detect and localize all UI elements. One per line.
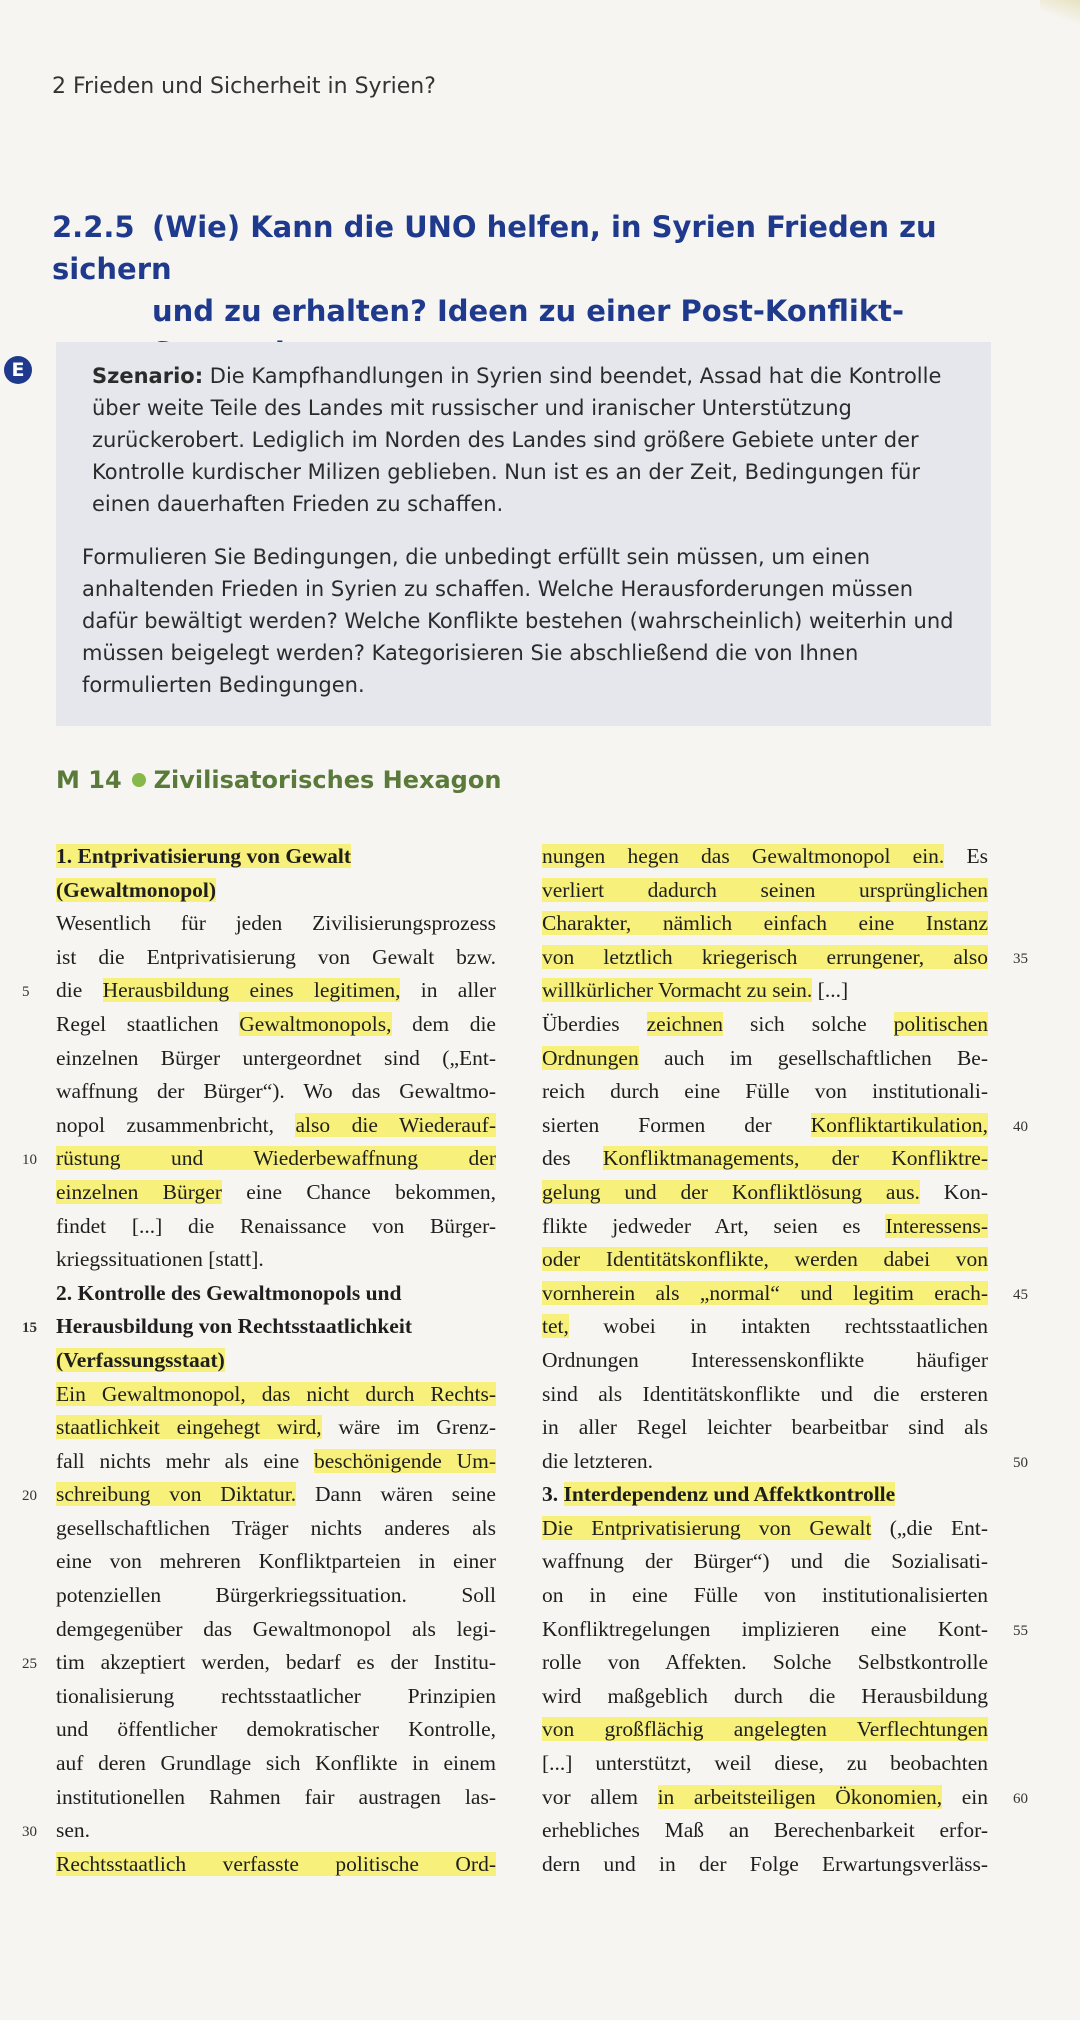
text-segment: on in eine Fülle von institutionalisierten bbox=[542, 1583, 988, 1608]
text-line bbox=[542, 1008, 988, 1042]
highlighted-text: Rechtsstaatlich verfasste politische Ord- bbox=[56, 1851, 496, 1876]
material-label: M 14 bbox=[56, 766, 122, 794]
line-number: 45 bbox=[1013, 1286, 1028, 1303]
line-number: 40 bbox=[1013, 1118, 1028, 1135]
text-segment: findet [...] die Renaissance von Bürger- bbox=[56, 1213, 496, 1238]
text-segment: institutionellen Rahmen fair austragen las- bbox=[56, 1784, 496, 1809]
text-line bbox=[542, 1142, 988, 1176]
text-line bbox=[56, 1243, 496, 1277]
material-heading bbox=[56, 766, 501, 794]
text-line bbox=[56, 907, 496, 941]
scenario-paragraph bbox=[92, 360, 972, 520]
text-line bbox=[56, 1277, 496, 1311]
text-segment: kriegssituationen [statt]. bbox=[56, 1247, 264, 1272]
text-column-left bbox=[22, 840, 497, 1881]
bullet-dot-icon bbox=[132, 773, 146, 787]
chapter-header: 2 Frieden und Sicherheit in Syrien? bbox=[52, 74, 436, 99]
highlighted-text: gelung und der Konfliktlösung aus. bbox=[542, 1179, 920, 1204]
text-segment: die letzteren. bbox=[542, 1448, 654, 1473]
highlighted-text: von letztlich kriegerisch errungener, also bbox=[542, 944, 988, 969]
text-line bbox=[56, 1512, 496, 1546]
highlighted-text: also die Wiederauf- bbox=[295, 1112, 496, 1137]
text-line bbox=[56, 1747, 496, 1781]
text-line bbox=[542, 1310, 988, 1344]
text-line bbox=[56, 1713, 496, 1747]
line-number: 10 bbox=[22, 1152, 37, 1169]
text-line bbox=[56, 1075, 496, 1109]
text-line bbox=[542, 1445, 1028, 1479]
highlighted-text: Interdependenz und Affektkontrolle bbox=[563, 1482, 896, 1507]
text-segment: 2. Kontrolle des Gewaltmonopols und bbox=[56, 1280, 402, 1305]
text-line bbox=[56, 1042, 496, 1076]
highlighted-text: Gewaltmonopols, bbox=[239, 1011, 392, 1036]
text-segment: fall nichts mehr als eine bbox=[56, 1448, 315, 1473]
text-line bbox=[542, 974, 988, 1008]
highlighted-text: (Verfassungsstaat) bbox=[56, 1347, 225, 1372]
text-line bbox=[542, 907, 988, 941]
line-number: 55 bbox=[1013, 1622, 1028, 1639]
text-line bbox=[56, 1378, 496, 1412]
text-line bbox=[56, 1613, 496, 1647]
highlighted-text: in arbeitsteiligen Ökonomien, bbox=[657, 1784, 943, 1809]
text-line bbox=[542, 1680, 988, 1714]
text-line bbox=[542, 1545, 988, 1579]
text-segment: tim akzeptiert werden, bedarf es der Institu- bbox=[56, 1650, 496, 1675]
text-segment: ein bbox=[942, 1784, 988, 1809]
highlighted-text: einzelnen Bürger bbox=[56, 1179, 222, 1204]
text-line bbox=[542, 1512, 988, 1546]
highlighted-text: verliert dadurch seinen ursprünglichen bbox=[542, 877, 988, 902]
text-line bbox=[542, 1781, 1028, 1815]
text-line bbox=[542, 1411, 988, 1445]
section-title-line1: (Wie) Kann die UNO helfen, in Syrien Frieden zu sichern bbox=[52, 210, 937, 286]
text-line bbox=[542, 1277, 1028, 1311]
line-number: 25 bbox=[22, 1656, 37, 1673]
text-line bbox=[56, 1210, 496, 1244]
text-segment: vor allem bbox=[542, 1784, 658, 1809]
text-line bbox=[542, 1646, 988, 1680]
text-line bbox=[56, 840, 496, 874]
text-segment: („die Ent- bbox=[871, 1515, 988, 1540]
text-line bbox=[56, 1848, 496, 1882]
line-number: 20 bbox=[22, 1488, 37, 1505]
highlighted-text: vornherein als „normal“ und legitim erach- bbox=[542, 1280, 988, 1305]
highlighted-text: schreibung von Diktatur. bbox=[56, 1482, 297, 1507]
text-segment: des bbox=[542, 1146, 603, 1171]
text-line bbox=[22, 1814, 496, 1848]
text-segment: wird maßgeblich durch die Herausbildung bbox=[542, 1683, 988, 1708]
text-segment: in aller bbox=[400, 978, 496, 1003]
text-segment: und öffentlicher demokratischer Kontrolle, bbox=[56, 1717, 496, 1742]
highlighted-text: Konfliktmanagements, der Konfliktre- bbox=[602, 1146, 988, 1171]
highlighted-text: Ein Gewaltmonopol, das nicht durch Rechts- bbox=[56, 1381, 496, 1406]
page-corner-shadow bbox=[1040, 0, 1080, 30]
highlighted-text: willkürlicher Vormacht zu sein. bbox=[542, 978, 813, 1003]
text-segment: einzelnen Bürger untergeordnet sind („Ent- bbox=[56, 1045, 496, 1070]
text-line bbox=[22, 1310, 496, 1344]
text-line bbox=[542, 874, 988, 908]
text-line bbox=[56, 941, 496, 975]
highlighted-text: 1. Entprivatisierung von Gewalt bbox=[56, 844, 352, 868]
text-line bbox=[56, 1680, 496, 1714]
text-segment: flikte jedweder Art, seien es bbox=[542, 1213, 886, 1238]
text-segment: Überdies bbox=[542, 1011, 647, 1036]
text-line bbox=[542, 1478, 988, 1512]
text-segment: waffnung der Bürger“). Wo das Gewaltmo- bbox=[56, 1079, 496, 1104]
material-title: Zivilisatorisches Hexagon bbox=[153, 766, 502, 794]
scenario-label: Szenario: bbox=[92, 364, 204, 388]
highlighted-text: von großflächig angelegten Verflechtungen bbox=[542, 1717, 988, 1742]
text-line bbox=[542, 1243, 988, 1277]
highlighted-text: Die Entprivatisierung von Gewalt bbox=[542, 1515, 872, 1540]
text-line bbox=[542, 1176, 988, 1210]
text-segment: Kon- bbox=[919, 1179, 988, 1204]
text-segment: dern und in der Folge Erwartungsverläss- bbox=[542, 1851, 988, 1876]
text-segment: sind als Identitätskonflikte und die ersteren bbox=[542, 1381, 988, 1406]
text-segment: tionalisierung rechtsstaatlicher Prinzipien bbox=[56, 1683, 496, 1708]
text-segment: gesellschaftlichen Träger nichts anderes als bbox=[56, 1515, 496, 1540]
text-segment: Wesentlich für jeden Zivilisierungsprozess bbox=[56, 911, 496, 936]
text-segment: Ordnungen Interessenskonflikte häufiger bbox=[542, 1347, 988, 1372]
text-segment: erhebliches Maß an Berechenbarkeit erfor- bbox=[542, 1818, 988, 1843]
line-number: 15 bbox=[22, 1320, 37, 1337]
highlighted-text: Herausbildung eines legitimen, bbox=[102, 978, 401, 1003]
text-segment: demgegenüber das Gewaltmonopol als legi- bbox=[56, 1616, 496, 1641]
text-line bbox=[542, 1378, 988, 1412]
section-title-line2: und zu erhalten? Ideen zu einer Post-Konflikt- bbox=[152, 294, 905, 328]
text-segment: rolle von Affekten. Solche Selbstkontrolle bbox=[542, 1650, 988, 1675]
text-segment: Regel staatlichen bbox=[56, 1011, 240, 1036]
text-line bbox=[542, 1613, 1028, 1647]
text-line bbox=[22, 1478, 496, 1512]
text-line bbox=[56, 1344, 496, 1378]
line-number: 60 bbox=[1013, 1790, 1028, 1807]
text-segment: potenziellen Bürgerkriegssituation. Soll bbox=[56, 1583, 496, 1608]
text-segment: Es bbox=[944, 844, 989, 868]
highlighted-text: Interessens- bbox=[885, 1213, 988, 1238]
text-segment: in aller Regel leichter bearbeitbar sind als bbox=[542, 1415, 988, 1440]
text-segment: [...] unterstützt, weil diese, zu beobachten bbox=[542, 1751, 988, 1776]
highlighted-text: Ordnungen bbox=[542, 1045, 639, 1070]
text-line bbox=[56, 1176, 496, 1210]
line-number: 30 bbox=[22, 1824, 37, 1841]
highlighted-text: Konfliktartikulation, bbox=[810, 1112, 988, 1137]
text-line bbox=[542, 941, 1028, 975]
text-column-right bbox=[542, 840, 1028, 1881]
text-segment: dem die bbox=[391, 1011, 496, 1036]
text-line bbox=[22, 1142, 496, 1176]
line-number: 35 bbox=[1013, 950, 1028, 967]
text-line bbox=[542, 1109, 1028, 1143]
text-line bbox=[56, 1445, 496, 1479]
text-segment: wäre im Grenz- bbox=[321, 1415, 496, 1440]
text-line bbox=[56, 1411, 496, 1445]
highlighted-text: oder Identitätskonflikte, werden dabei von bbox=[542, 1247, 988, 1272]
highlighted-text: rüstung und Wiederbewaffnung der bbox=[56, 1146, 496, 1171]
text-segment: ist die Entprivatisierung von Gewalt bzw. bbox=[56, 944, 496, 969]
text-segment: auch im gesellschaftlichen Be- bbox=[638, 1045, 988, 1070]
text-line bbox=[542, 1042, 988, 1076]
highlighted-text: tet, bbox=[542, 1314, 569, 1339]
text-segment: sen. bbox=[56, 1818, 91, 1843]
text-segment: Konfliktregelungen implizieren eine Kont- bbox=[542, 1616, 988, 1641]
highlighted-text: zeichnen bbox=[646, 1011, 724, 1036]
text-segment: reich durch eine Fülle von institutionali- bbox=[542, 1079, 988, 1104]
text-line bbox=[22, 1646, 496, 1680]
text-segment: sierten Formen der bbox=[542, 1112, 811, 1137]
text-line bbox=[542, 1579, 988, 1613]
text-line bbox=[56, 1008, 496, 1042]
text-line bbox=[22, 974, 496, 1008]
task-badge-icon: E bbox=[4, 356, 32, 384]
text-line bbox=[56, 1109, 496, 1143]
text-segment: Dann wären seine bbox=[296, 1482, 496, 1507]
text-segment: [...] bbox=[812, 978, 849, 1003]
text-segment: 3. bbox=[542, 1482, 564, 1507]
text-line bbox=[542, 1713, 988, 1747]
text-segment: eine von mehreren Konfliktparteien in einer bbox=[56, 1549, 496, 1574]
text-segment: eine Chance bekommen, bbox=[221, 1179, 496, 1204]
highlighted-text: (Gewaltmonopol) bbox=[56, 877, 217, 902]
text-line bbox=[542, 1210, 988, 1244]
text-line bbox=[56, 874, 496, 908]
task-paragraph: Formulieren Sie Bedingungen, die unbedingt erfüllt sein müssen, um einen anhaltenden Frieden in Syrien zu schaffen. Welche Herausforderungen müssen dafür bewältigt werden? Welche Konflikte bestehen (wahrscheinlich) weiterhin und müssen beigelegt werden? Kategorisieren Sie abschließend die von Ihnen formulierten Bedingungen. bbox=[82, 545, 954, 697]
text-segment: nopol zusammenbricht, bbox=[56, 1112, 296, 1137]
text-line bbox=[542, 1344, 988, 1378]
line-number: 50 bbox=[1013, 1454, 1028, 1471]
text-segment: wobei in intakten rechtsstaatlichen bbox=[568, 1314, 988, 1339]
highlighted-text: staatlichkeit eingehegt wird, bbox=[56, 1415, 322, 1440]
line-number: 5 bbox=[22, 984, 30, 1001]
section-number: 2.2.5 bbox=[52, 210, 135, 244]
highlighted-text: beschönigende Um- bbox=[314, 1448, 497, 1473]
text-line bbox=[56, 1545, 496, 1579]
text-line bbox=[542, 1747, 988, 1781]
highlighted-text: Charakter, nämlich einfach eine Instanz bbox=[542, 911, 988, 936]
text-segment: auf deren Grundlage sich Konflikte in einem bbox=[56, 1751, 496, 1776]
text-line bbox=[542, 840, 988, 874]
highlighted-text: nungen hegen das Gewaltmonopol ein. bbox=[542, 844, 945, 868]
scenario-text: Die Kampfhandlungen in Syrien sind beendet, Assad hat die Kontrolle über weite Teile des Landes mit russischer und iranischer Unterstützung zurückerobert. Lediglich im Norden des Landes sind größere Gebiete unter der Kontrolle kurdischer Milizen geblieben. Nun ist es an der Zeit, Bedingungen für einen dauerhaften Frieden zu schaffen. bbox=[92, 364, 942, 516]
text-line bbox=[542, 1814, 988, 1848]
text-segment: Herausbildung von Rechtsstaatlichkeit bbox=[56, 1314, 412, 1339]
text-line bbox=[56, 1579, 496, 1613]
text-segment: sich solche bbox=[723, 1011, 894, 1036]
text-line bbox=[56, 1781, 496, 1815]
highlighted-text: politischen bbox=[893, 1011, 988, 1036]
text-line bbox=[542, 1075, 988, 1109]
text-segment: waffnung der Bürger“) und die Sozialisati- bbox=[542, 1549, 988, 1574]
text-segment: die bbox=[56, 978, 103, 1003]
text-line bbox=[542, 1848, 988, 1882]
